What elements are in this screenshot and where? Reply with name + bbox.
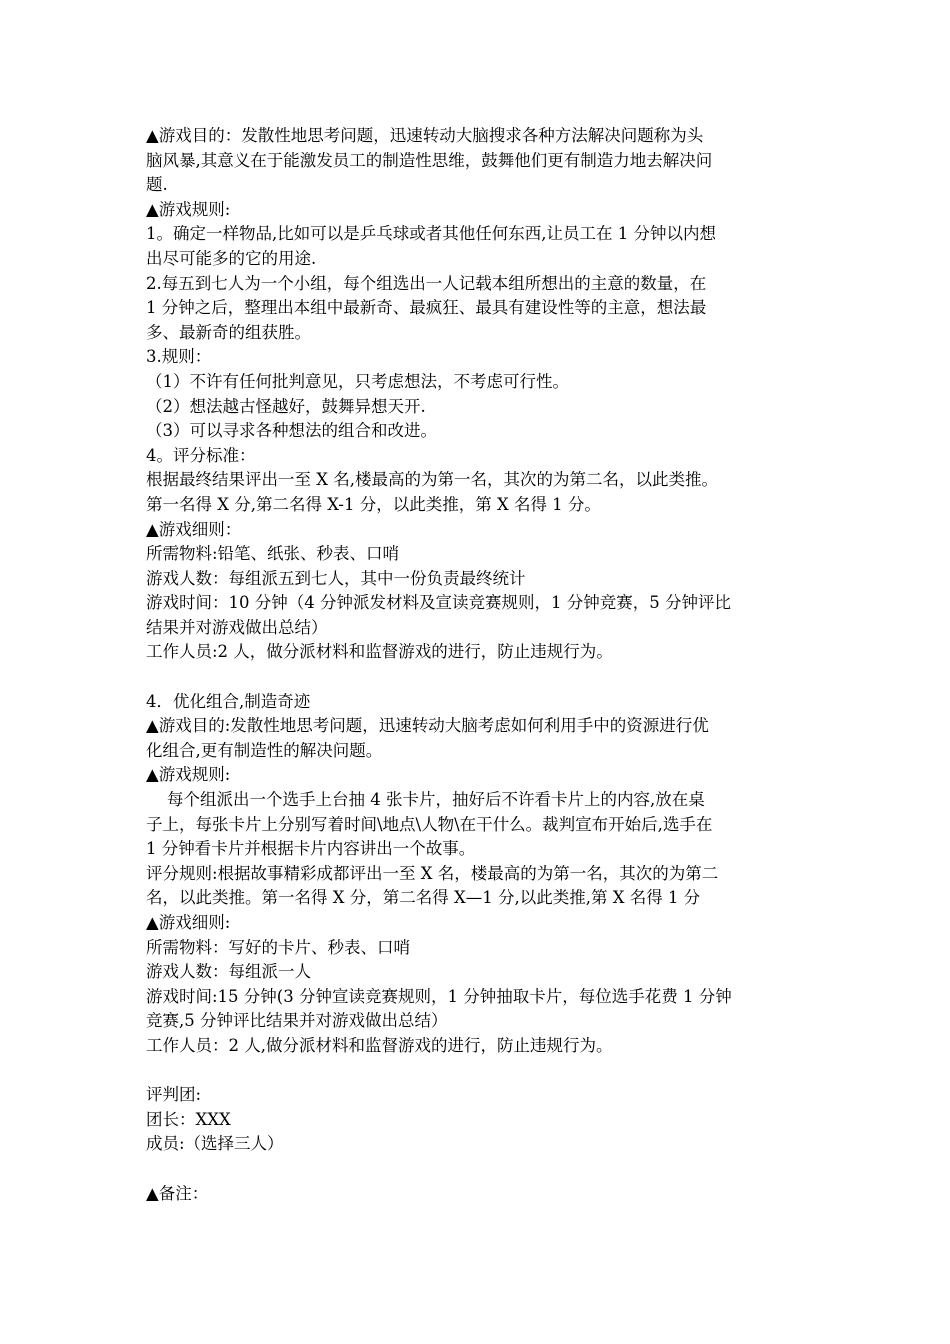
text-line: 第一名得 X 分,第二名得 X-1 分，以此类推，第 X 名得 1 分。	[146, 494, 601, 514]
text-line: ▲游戏目的：发散性地思考问题，迅速转动大脑搜求各种方法解决问题称为头	[146, 126, 704, 145]
text-line: （1）不许有任何批判意见，只考虑想法，不考虑可行性。	[146, 371, 569, 391]
blank-line	[146, 1157, 816, 1182]
text-line: 名，以此类推。第一名得 X 分，第二名得 X—1 分,以此类推,第 X 名得 1 分	[146, 888, 701, 908]
text-line: 1 分钟看卡片并根据卡片内容讲出一个故事。	[146, 839, 476, 859]
text-line: 工作人员：2 人,做分派材料和监督游戏的进行，防止违规行为。	[146, 1035, 613, 1055]
text-line: 根据最终结果评出一至 X 名,楼最高的为第一名，其次的为第二名，以此类推。	[146, 470, 718, 490]
text-line: ▲游戏目的:发散性地思考问题，迅速转动大脑考虑如何利用手中的资源进行优	[146, 716, 709, 736]
section-heading: ▲备注：	[146, 1183, 209, 1203]
text-line: 子上，每张卡片上分别写着时间\地点\人物\在干什么。裁判宣布开始后,选手在	[146, 814, 713, 834]
text-line: 工作人员:2 人，做分派材料和监督游戏的进行，防止违规行为。	[146, 642, 613, 662]
text-line: 所需物料:铅笔、纸张、秒表、口哨	[146, 544, 400, 564]
section-heading: ▲游戏规则:	[146, 765, 231, 785]
section-heading: ▲游戏细则：	[146, 519, 242, 539]
text-line: 游戏时间：10 分钟（4 分钟派发材料及宣读竞赛规则，1 分钟竞赛，5 分钟评比	[146, 593, 731, 613]
text-line: 1 分钟之后，整理出本组中最新奇、最疯狂、最具有建设性等的主意，想法最	[146, 298, 707, 318]
text-line: 脑风暴,其意义在于能激发员工的制造性思维，鼓舞他们更有制造力地去解决问	[146, 150, 713, 170]
text-line: 3.规则：	[146, 347, 212, 367]
text-line: 竞赛,5 分钟评比结果并对游戏做出总结）	[146, 1011, 448, 1031]
text-line: 成员:（选择三人）	[146, 1134, 284, 1154]
text-line: 出尽可能多的它的用途.	[146, 248, 317, 268]
section-heading: ▲游戏细则:	[146, 913, 231, 932]
text-line: 团长：XXX	[146, 1109, 231, 1129]
text-line: 1。确定一样物品,比如可以是乒乓球或者其他任何东西,让员工在 1 分钟以内想	[146, 224, 716, 244]
text-line: 化组合,更有制造性的解决问题。	[146, 740, 383, 760]
text-line: 游戏人数：每组派一人	[146, 962, 311, 982]
section-heading: ▲游戏规则:	[146, 199, 231, 219]
text-line: 所需物料：写好的卡片、秒表、口哨	[146, 937, 410, 957]
text-line: 题.	[146, 175, 168, 195]
text-line: 4。评分标准：	[146, 445, 256, 465]
section-title: 4．优化组合,制造奇迹	[146, 691, 311, 711]
blank-line	[146, 1059, 816, 1084]
blank-line	[146, 665, 816, 690]
text-line: 游戏时间:15 分钟(3 分钟宣读竞赛规则，1 分钟抽取卡片，每位选手花费 1 分钟	[146, 986, 732, 1006]
text-line: 结果并对游戏做出总结）	[146, 617, 328, 637]
text-line: 每个组派出一个选手上台抽 4 张卡片，抽好后不许看卡片上的内容,放在桌	[146, 790, 705, 810]
text-line: （2）想法越古怪越好，鼓舞异想天开.	[146, 396, 426, 416]
text-line: 游戏人数：每组派五到七人，其中一份负责最终统计	[146, 568, 526, 588]
text-line: 多、最新奇的组获胜。	[146, 322, 311, 342]
document-page	[146, 124, 816, 1206]
text-line: 2.每五到七人为一个小组，每个组选出一人记载本组所想出的主意的数量，在	[146, 273, 707, 293]
text-line: 评判团:	[146, 1085, 202, 1105]
text-line: （3）可以寻求各种想法的组合和改进。	[146, 421, 437, 441]
text-line: 评分规则:根据故事精彩成都评出一至 X 名，楼最高的为第一名，其次的为第二	[146, 863, 719, 883]
